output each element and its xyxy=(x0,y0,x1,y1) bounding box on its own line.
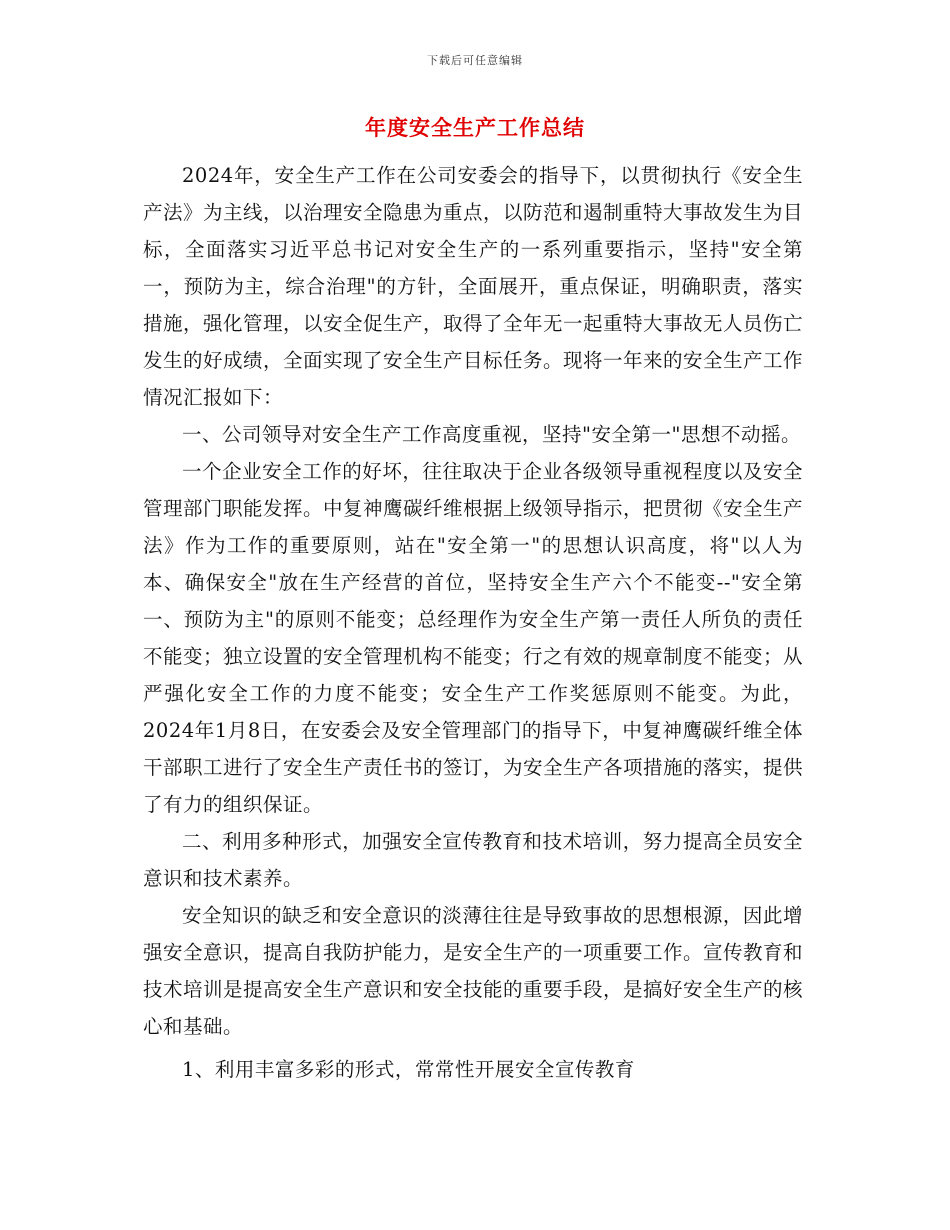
document-body xyxy=(143,157,803,1088)
document-title: 年度安全生产工作总结 xyxy=(365,115,585,140)
paragraph-intro: 2024年，安全生产工作在公司安委会的指导下，以贯彻执行《安全生产法》为主线，以治理安全隐患为重点，以防范和遏制重特大事故发生为目标，全面落实习近平总书记对安全生产的一系列重要指示，坚持"安全第一，预防为主，综合治理"的方针，全面展开，重点保证，明确职责，落实措施，强化管理，以安全促生产，取得了全年无一起重特大事故无人员伤亡发生的好成绩，全面实现了安全生产目标任务。现将一年来的安全生产工作情况汇报如下： xyxy=(143,164,804,409)
paragraph-section-2-heading: 二、利用多种形式，加强安全宣传教育和技术培训，努力提高全员安全意识和技术素养。 xyxy=(143,830,803,890)
paragraph-section-1-body: 一个企业安全工作的好坏，往往取决于企业各级领导重视程度以及安全管理部门职能发挥。中复神鹰碳纤维根据上级领导指示，把贯彻《安全生产法》作为工作的重要原则，站在"安全第一"的思想认识高度，将"以人为本、确保安全"放在生产经营的首位，坚持安全生产六个不能变--"安全第一、预防为主"的原则不能变；总经理作为安全生产第一责任人所负的责任不能变；独立设置的安全管理机构不能变；行之有效的规章制度不能变；从严强化安全工作的力度不能变；安全生产工作奖惩原则不能变。为此，2024年1月8日，在安委会及安全管理部门的指导下，中复神鹰碳纤维全体干部职工进行了安全生产责任书的签订，为安全生产各项措施的落实，提供了有力的组织保证。 xyxy=(143,460,804,816)
paragraph-section-1-heading: 一、公司领导对安全生产工作高度重视，坚持"安全第一"思想不动摇。 xyxy=(182,423,801,446)
paragraph-section-2-body: 安全知识的缺乏和安全意识的淡薄往往是导致事故的思想根源，因此增强安全意识，提高自我防护能力，是安全生产的一项重要工作。宣传教育和技术培训是提高安全生产意识和安全技能的重要手段，是搞好安全生产的核心和基础。 xyxy=(143,904,804,1038)
paragraph-subsection-1-heading: 1、利用丰富多彩的形式，常常性开展安全宣传教育 xyxy=(182,1058,635,1081)
page-header: 下载后可任意编辑 xyxy=(427,54,523,67)
